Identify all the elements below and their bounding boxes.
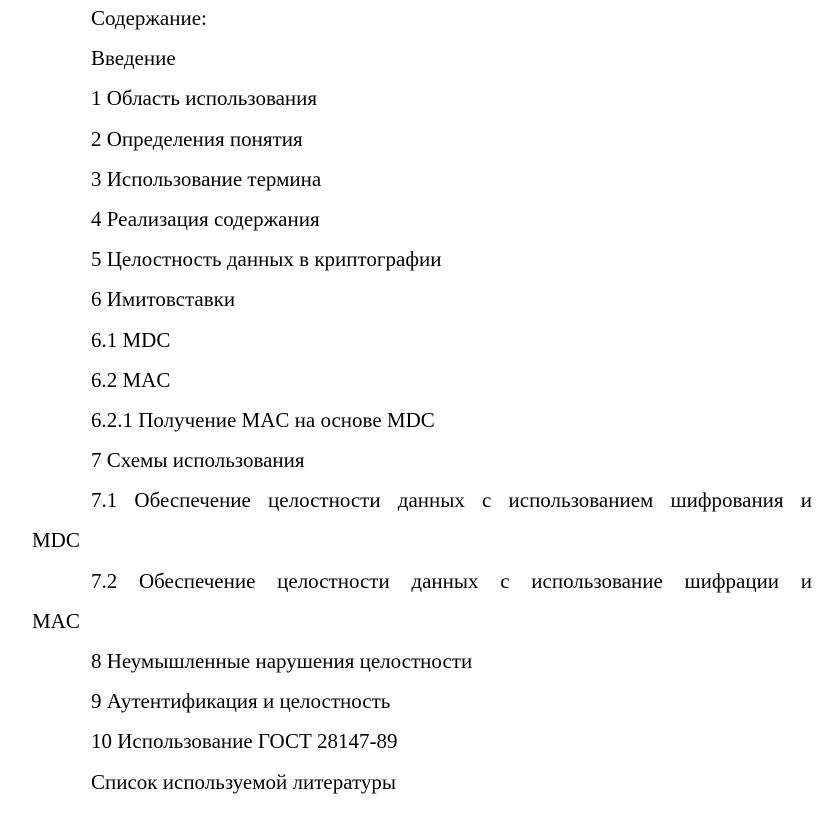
toc-item-9: 9 Аутентификация и целостность [91,689,391,714]
toc-item-10: 10 Использование ГОСТ 28147-89 [91,729,398,754]
toc-item-7-1-continued: MDC [32,528,80,553]
toc-item-2: 2 Определения понятия [91,126,303,151]
toc-item-7: 7 Схемы использования [91,448,305,473]
toc-item-references: Список используемой литературы [91,769,397,794]
toc-item-5: 5 Целостность данных в криптографии [91,247,442,272]
toc-item-6-1: 6.1 MDC [91,327,171,352]
toc-item-6-2-1: 6.2.1 Получение MAC на основе MDC [91,407,435,432]
toc-item-introduction: Введение [91,46,176,71]
toc-item-6-2: 6.2 MAC [91,367,171,392]
toc-item-4: 4 Реализация содержания [91,206,320,231]
toc-item-6: 6 Имитовставки [91,287,236,312]
toc-item-3: 3 Использование термина [91,166,322,191]
toc-item-1: 1 Область использования [91,86,318,111]
toc-item-7-1: 7.1 Обеспечение целостности данных с использованием шифрования и [91,488,812,513]
toc-item-8: 8 Неумышленные нарушения целостности [91,649,473,673]
toc-item-7-2: 7.2 Обеспечение целостности данных с использование шифрации и [91,568,812,593]
toc-heading: Содержание: [91,6,207,30]
toc-item-7-2-continued: MAC [32,608,80,633]
table-of-contents [32,0,812,802]
